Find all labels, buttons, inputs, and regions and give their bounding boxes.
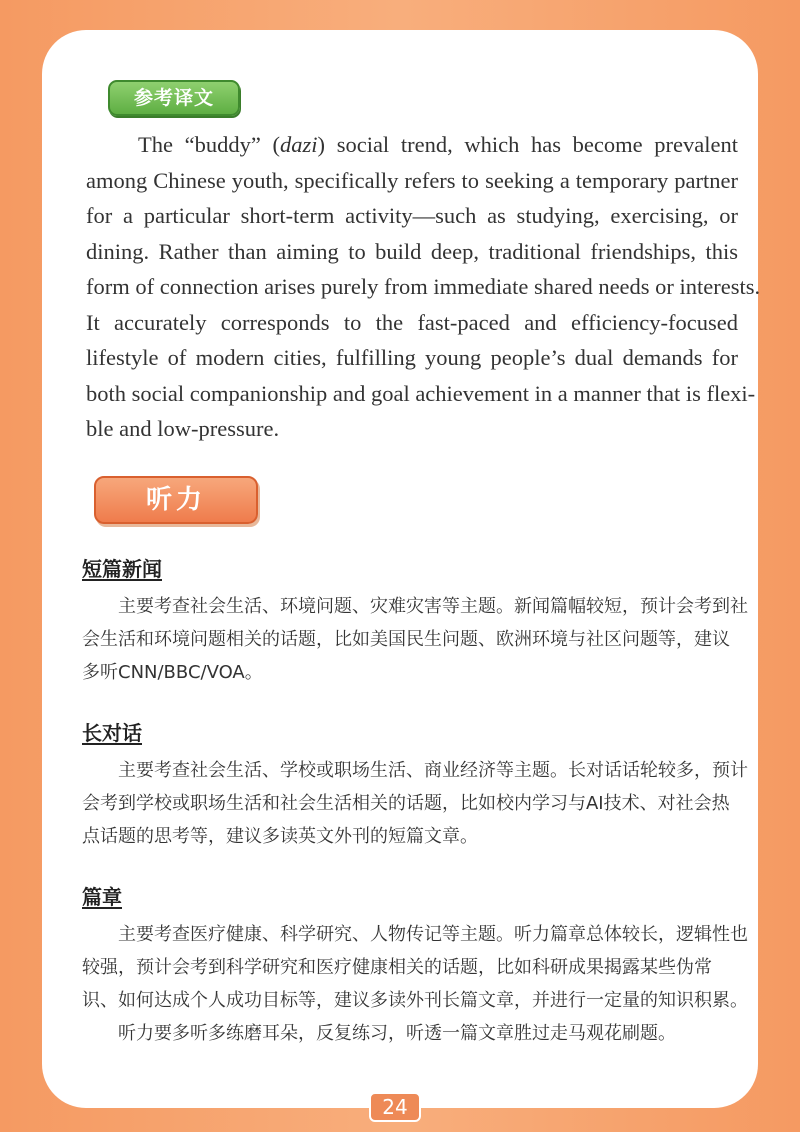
page-number: 24 [369, 1092, 421, 1122]
section-title-long-dialogue: 长对话 [82, 721, 142, 745]
section-line: 点话题的思考等，建议多读英文外刊的短篇文章。 [82, 826, 478, 847]
section-line: 主要考查医疗健康、科学研究、人物传记等主题。听力篇章总体较长，逻辑性也 [118, 924, 748, 945]
section-line: 主要考查社会生活、环境问题、灾难灾害等主题。新闻篇幅较短，预计会考到社 [118, 596, 748, 617]
translation-paragraph [86, 127, 761, 447]
translation-line: ble and low-pressure. [86, 416, 280, 441]
section-line: 会生活和环境问题相关的话题，比如美国民生问题、欧洲环境与社区问题等，建议 [82, 629, 730, 650]
translation-line: The “buddy” (dazi) social trend, which has become prevalent [138, 132, 738, 157]
section-line: 多听CNN/BBC/VOA。 [82, 662, 263, 683]
translation-line: dining. Rather than aiming to build deep, traditional friendships, this [86, 238, 738, 264]
translation-line: for a particular short-term activity—such as studying, exercising, or [86, 203, 738, 228]
translation-line: lifestyle of modern cities, fulfilling young people’s dual demands for [86, 345, 738, 370]
section-line: 较强，预计会考到科学研究和医疗健康相关的话题，比如科研成果揭露某些伪常 [82, 957, 712, 978]
translation-line: It accurately corresponds to the fast-paced and efficiency-focused [86, 309, 738, 335]
section-body-short-news [82, 590, 748, 689]
section-body-passages [82, 918, 748, 1050]
reference-translation-tag: 参考译文 [108, 80, 240, 116]
section-line: 识、如何达成个人成功目标等，建议多读外刊长篇文章，并进行一定量的知识积累。 [82, 990, 748, 1011]
section-body-long-dialogue [82, 754, 748, 853]
translation-line: both social companionship and goal achievement in a manner that is flexi- [86, 380, 756, 406]
translation-line: form of connection arises purely from immediate shared needs or interests. [86, 274, 761, 299]
translation-line: among Chinese youth, specifically refers to seeking a temporary partner [86, 167, 738, 193]
section-title-short-news: 短篇新闻 [82, 557, 162, 581]
section-title-passages: 篇章 [82, 885, 122, 909]
section-line: 会考到学校或职场生活和社会生活相关的话题，比如校内学习与AI技术、对社会热 [82, 793, 730, 814]
section-line: 主要考查社会生活、学校或职场生活、商业经济等主题。长对话话轮较多，预计 [118, 760, 748, 781]
listening-section-tag: 听力 [94, 476, 258, 524]
section-closing-line: 听力要多听多练磨耳朵，反复练习，听透一篇文章胜过走马观花刷题。 [118, 1023, 676, 1044]
